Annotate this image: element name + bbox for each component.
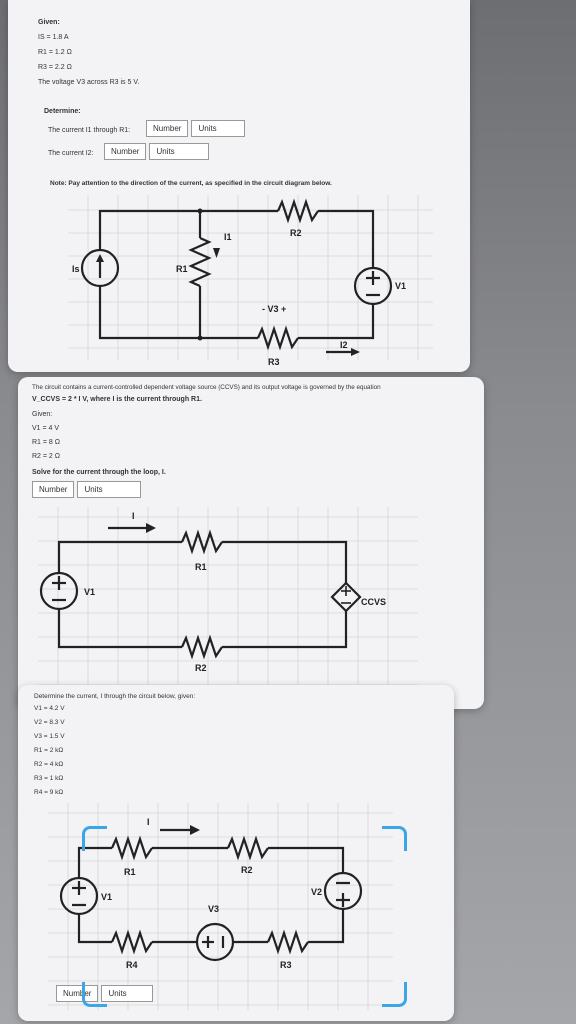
- circuit-diagram-2: [18, 377, 484, 709]
- number-input[interactable]: Number: [56, 985, 98, 1002]
- given-r1: R1 = 1.2 Ω: [38, 49, 72, 56]
- given-r3: R3 = 1 kΩ: [34, 775, 64, 782]
- given-r4: R4 = 9 kΩ: [34, 789, 64, 796]
- is-current-source: [82, 250, 118, 286]
- v1-voltage-source: [355, 268, 391, 304]
- given-r2: R2 = 2 Ω: [32, 453, 60, 460]
- problem-card-1: [8, 0, 470, 372]
- given-v3: The voltage V3 across R3 is 5 V.: [38, 79, 140, 86]
- ccvs-dependent-source: [332, 583, 360, 611]
- v3-label: - V3 +: [262, 304, 287, 314]
- q2-units-select[interactable]: Units: [149, 143, 209, 160]
- ccvs-label: CCVS: [361, 597, 387, 607]
- r2-label: R2: [241, 865, 253, 875]
- q1-label: The current I1 through R1:: [48, 127, 131, 134]
- i-arrow: [108, 523, 156, 533]
- given-r3: R3 = 2.2 Ω: [38, 64, 72, 71]
- i-label: I: [147, 817, 150, 827]
- given-v3: V3 = 1.5 V: [34, 733, 65, 740]
- scan-corner-top-left: [82, 826, 107, 851]
- solve-text: Solve for the current through the loop, I.: [32, 469, 166, 476]
- scan-corner-bottom-right: [382, 982, 407, 1007]
- is-label: Is: [72, 264, 80, 274]
- v1-label: V1: [395, 281, 407, 291]
- problem-card-2: [18, 377, 484, 709]
- given-is: IS = 1.8 A: [38, 34, 69, 41]
- r2-label: R2: [290, 228, 302, 238]
- intro-text: The circuit contains a current-controlled dependent voltage source (CCVS) and its output voltage is governed by the equation: [32, 384, 381, 391]
- given-v1: V1 = 4 V: [32, 425, 60, 432]
- given-r2: R2 = 4 kΩ: [34, 761, 64, 768]
- number-input[interactable]: Number: [32, 481, 74, 498]
- given-v2: V2 = 8.3 V: [34, 719, 65, 726]
- units-select[interactable]: Units: [101, 985, 153, 1002]
- v1-voltage-source: [41, 573, 77, 609]
- q2-label: The current I2:: [48, 150, 94, 157]
- v1-voltage-source: [61, 878, 97, 914]
- note: Note: Pay attention to the direction of the current, as specified in the circuit diagram below.: [50, 180, 332, 187]
- i-label: I: [132, 511, 135, 521]
- r1-resistor: [182, 533, 222, 551]
- scan-corner-bottom-left: [82, 982, 107, 1007]
- circuit-diagram-3: [18, 685, 454, 1021]
- circuit-diagram-1: [8, 0, 470, 372]
- wires: [100, 209, 373, 341]
- r1-label: R1: [176, 264, 188, 274]
- r2-label: R2: [195, 663, 207, 673]
- q2-number-input[interactable]: Number: [104, 143, 146, 160]
- q1-units-select[interactable]: Units: [191, 120, 245, 137]
- q1-number-input[interactable]: Number: [146, 120, 188, 137]
- v2-voltage-source: [325, 873, 361, 909]
- r1-resistor: [112, 839, 152, 857]
- determine-heading: Determine:: [44, 108, 81, 115]
- r3-resistor: [258, 329, 298, 347]
- i1-arrow: [213, 248, 220, 258]
- intro-text: Determine the current, I through the circuit below, given:: [34, 693, 196, 700]
- given-v1: V1 = 4.2 V: [34, 705, 65, 712]
- v1-label: V1: [101, 892, 113, 902]
- wires: [79, 848, 343, 942]
- i-arrow: [160, 825, 200, 835]
- r2-resistor: [182, 638, 222, 656]
- r3-resistor: [268, 933, 308, 951]
- equation-text: V_CCVS = 2 * I V, where I is the current through R1.: [32, 396, 202, 403]
- i1-label: I1: [224, 232, 232, 242]
- r1-label: R1: [195, 562, 207, 572]
- v3-label: V3: [208, 904, 220, 914]
- r4-resistor: [112, 933, 152, 951]
- r1-label: R1: [124, 867, 136, 877]
- wires: [59, 542, 346, 647]
- units-select[interactable]: Units: [77, 481, 141, 498]
- v2-label: V2: [311, 887, 323, 897]
- problem-card-3: [18, 685, 454, 1021]
- given-r1: R1 = 2 kΩ: [34, 747, 64, 754]
- given-heading: Given:: [32, 411, 53, 418]
- scan-corner-top-right: [382, 826, 407, 851]
- r3-label: R3: [268, 357, 280, 367]
- r4-label: R4: [126, 960, 138, 970]
- given-r1: R1 = 8 Ω: [32, 439, 60, 446]
- given-heading: Given:: [38, 19, 60, 26]
- v3-voltage-source: [197, 924, 233, 960]
- v1-label: V1: [84, 587, 96, 597]
- r3-label: R3: [280, 960, 292, 970]
- i2-label: I2: [340, 340, 348, 350]
